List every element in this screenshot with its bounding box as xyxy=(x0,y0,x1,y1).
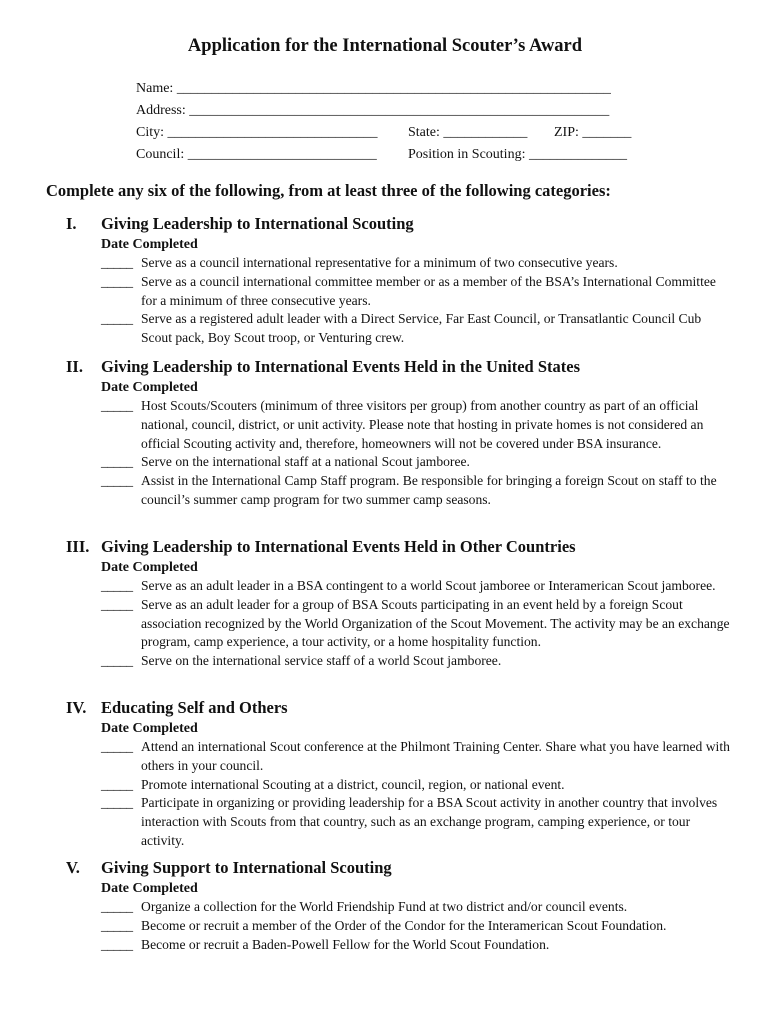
requirement-text: Promote international Scouting at a district, council, region, or national event. xyxy=(141,776,565,792)
date-completed-header: Date Completed xyxy=(101,721,198,736)
date-completed-blank[interactable]: _____ xyxy=(101,578,133,593)
date-completed-blank[interactable]: _____ xyxy=(101,739,133,754)
requirement-item xyxy=(101,738,731,776)
requirement-list xyxy=(101,898,731,954)
requirement-text: Serve as an adult leader in a BSA contingent to a world Scout jamboree or Interamerican Scout jamboree. xyxy=(141,578,716,593)
requirement-text: Host Scouts/Scouters (minimum of three visitors per group) from another country as part of an official national, council, district, or unit activity. Please note that hosting in private homes is not considered an official Scouting activity and, therefore, homeowners will not be covered under BSA insurance. xyxy=(141,398,704,451)
requirement-text: Become or recruit a member of the Order of the Condor for the Interamerican Scout Foundation. xyxy=(141,917,667,933)
requirement-item xyxy=(101,652,731,671)
requirement-list xyxy=(101,254,731,348)
requirement-item xyxy=(101,936,731,955)
requirement-text: Serve as a registered adult leader with a Direct Service, Far East Council, or Transatlantic Council Cub Scout pack, Boy Scout troop, or Venturing crew. xyxy=(141,311,702,346)
requirement-text: Serve on the international service staff of a world Scout jamboree. xyxy=(141,653,502,669)
requirement-text: Assist in the International Camp Staff program. Be responsible for bringing a foreign Scout on staff to the council’s summer camp program for two summer camp seasons. xyxy=(141,473,717,507)
state-field[interactable]: State: ____________ xyxy=(408,125,528,140)
section-number: II. xyxy=(66,357,83,376)
date-completed-header: Date Completed xyxy=(101,560,198,575)
requirement-list xyxy=(101,397,731,510)
requirement-text: Serve as a council international committee member or as a member of the BSA’s International Committee for a minimum of three consecutive years. xyxy=(141,273,716,308)
requirement-item xyxy=(101,310,731,348)
date-completed-blank[interactable]: _____ xyxy=(101,795,133,811)
section-title: Giving Leadership to International Events Held in the United States xyxy=(101,357,580,376)
section-number: I. xyxy=(66,214,77,233)
section-title: Giving Support to International Scouting xyxy=(101,858,392,877)
date-completed-blank[interactable]: _____ xyxy=(101,454,133,470)
requirement-item xyxy=(101,273,731,311)
requirement-item xyxy=(101,577,731,596)
date-completed-header: Date Completed xyxy=(101,380,198,395)
requirement-text: Serve as an adult leader for a group of BSA Scouts participating in an event held by a foreign Scout association recognized by the World Organization of the Scout Movement. The activity may be an exchange program, camp experience, a tour activity, or a home hospitality function. xyxy=(141,596,730,650)
page-title: Application for the International Scouter’s Award xyxy=(187,36,583,56)
date-completed-header: Date Completed xyxy=(101,237,198,252)
requirement-text: Participate in organizing or providing leadership for a BSA Scout activity in another country that involves interaction with Scouts from that country, such as an exchange program, camping experience, or tour activity. xyxy=(141,795,718,848)
date-completed-blank[interactable]: _____ xyxy=(101,398,133,413)
requirement-text: Serve on the international staff at a national Scout jamboree. xyxy=(141,454,470,470)
requirement-text: Become or recruit a Baden-Powell Fellow for the World Scout Foundation. xyxy=(141,936,550,952)
date-completed-blank[interactable]: _____ xyxy=(101,255,133,270)
section-title: Giving Leadership to International Scouting xyxy=(101,214,414,233)
date-completed-blank[interactable]: _____ xyxy=(101,596,133,612)
requirement-item xyxy=(101,596,731,652)
applicant-form xyxy=(136,78,646,166)
date-completed-blank[interactable]: _____ xyxy=(101,273,133,289)
position-field[interactable]: Position in Scouting: ______________ xyxy=(408,147,627,162)
address-field[interactable]: Address: ____________________________________________________________ xyxy=(136,103,610,118)
requirement-item xyxy=(101,794,731,850)
section-number: IV. xyxy=(66,698,87,717)
date-completed-blank[interactable]: _____ xyxy=(101,917,133,933)
zip-field[interactable]: ZIP: _______ xyxy=(554,125,632,140)
date-completed-blank[interactable]: _____ xyxy=(101,311,133,327)
requirement-item xyxy=(101,917,731,936)
requirement-item xyxy=(101,397,731,453)
council-field[interactable]: Council: ___________________________ xyxy=(136,147,377,162)
date-completed-blank[interactable]: _____ xyxy=(101,899,133,914)
requirement-item xyxy=(101,472,731,510)
date-completed-blank[interactable]: _____ xyxy=(101,776,133,792)
requirement-item xyxy=(101,254,731,273)
requirement-text: Organize a collection for the World Friendship Fund at two district and/or council events. xyxy=(141,899,628,914)
section-number: III. xyxy=(66,537,90,556)
section-title: Educating Self and Others xyxy=(101,698,288,717)
date-completed-blank[interactable]: _____ xyxy=(101,473,133,489)
date-completed-blank[interactable]: _____ xyxy=(101,653,133,669)
section-number: V. xyxy=(66,858,80,877)
requirement-item xyxy=(101,453,731,472)
requirement-list xyxy=(101,577,731,671)
requirement-item xyxy=(101,776,731,795)
date-completed-header: Date Completed xyxy=(101,881,198,896)
instructions: Complete any six of the following, from at least three of the following categories: xyxy=(46,181,611,200)
requirement-text: Attend an international Scout conference at the Philmont Training Center. Share what you have learned with others in your council. xyxy=(141,739,730,773)
requirement-list xyxy=(101,738,731,851)
city-field[interactable]: City: ______________________________ xyxy=(136,125,378,140)
requirement-item xyxy=(101,898,731,917)
date-completed-blank[interactable]: _____ xyxy=(101,936,133,952)
name-field[interactable]: Name: ______________________________________________________________ xyxy=(136,81,611,96)
section-title: Giving Leadership to International Events Held in Other Countries xyxy=(101,537,576,556)
requirement-text: Serve as a council international representative for a minimum of two consecutive years. xyxy=(141,255,618,270)
